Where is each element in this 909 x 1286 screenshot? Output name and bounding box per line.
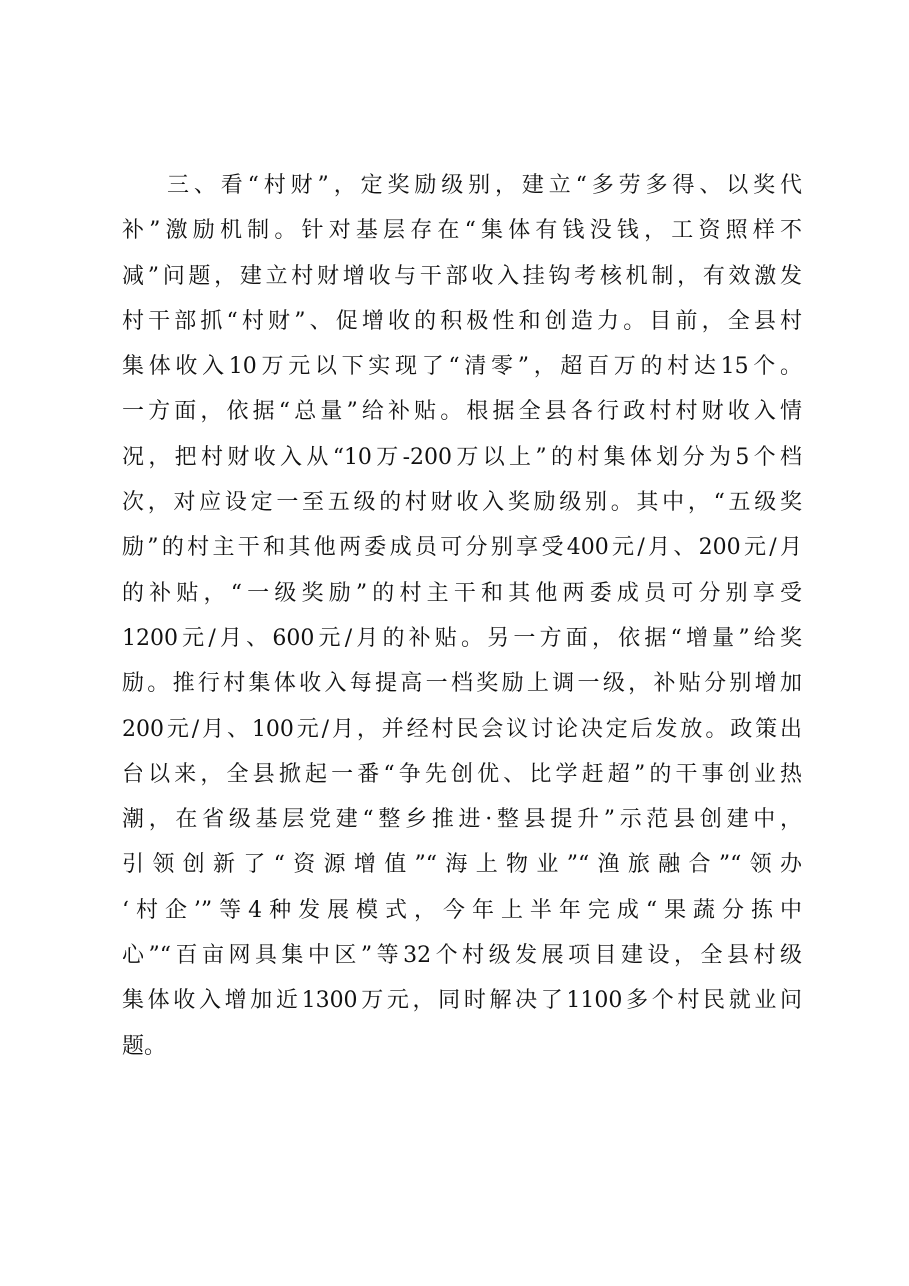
- paragraph-line: 题。: [122, 1033, 167, 1059]
- paragraph-line: 一方面，依据“总量”给补贴。根据全县各行政村村财收入情: [122, 399, 802, 425]
- paragraph-line: 潮，在省级基层党建“整乡推进·整县提升”示范县创建中，: [122, 807, 802, 833]
- paragraph-line: 的补贴，“一级奖励”的村主干和其他两委成员可分别享受: [122, 580, 802, 606]
- paragraph-line: 心”“百亩网具集中区”等32个村级发展项目建设，全县村级: [122, 943, 802, 969]
- body-paragraph: [122, 163, 802, 1069]
- paragraph-line: 补”激励机制。针对基层存在“集体有钱没钱，工资照样不: [122, 218, 802, 244]
- paragraph-line: 台以来，全县掀起一番“争先创优、比学赶超”的干事创业热: [122, 761, 802, 787]
- paragraph-line: 励。推行村集体收入每提高一档奖励上调一级，补贴分别增加: [122, 671, 802, 697]
- paragraph-line: ‘村企’”等4种发展模式，今年上半年完成“果蔬分拣中: [122, 897, 802, 923]
- paragraph-line: 集体收入10万元以下实现了“清零”，超百万的村达15个。: [122, 354, 802, 380]
- paragraph-line: 次，对应设定一至五级的村财收入奖励级别。其中，“五级奖: [122, 490, 802, 516]
- paragraph-line: 况，把村财收入从“10万-200万以上”的村集体划分为5个档: [122, 444, 802, 470]
- paragraph-line: 集体收入增加近1300万元，同时解决了1100多个村民就业问: [122, 988, 802, 1014]
- paragraph-line: 200元/月、100元/月，并经村民会议讨论决定后发放。政策出: [122, 716, 802, 742]
- paragraph-line: 村干部抓“村财”、促增收的积极性和创造力。目前，全县村: [122, 308, 802, 334]
- paragraph-line: 1200元/月、600元/月的补贴。另一方面，依据“增量”给奖: [122, 625, 802, 651]
- paragraph-line: 励”的村主干和其他两委成员可分别享受400元/月、200元/月: [122, 535, 802, 561]
- paragraph-line: 减”问题，建立村财增收与干部收入挂钩考核机制，有效激发: [122, 263, 802, 289]
- paragraph-line: 三、看“村财”，定奖励级别，建立“多劳多得、以奖代: [167, 173, 802, 198]
- paragraph-line: 引领创新了“资源增值”“海上物业”“渔旅融合”“领办: [122, 852, 802, 878]
